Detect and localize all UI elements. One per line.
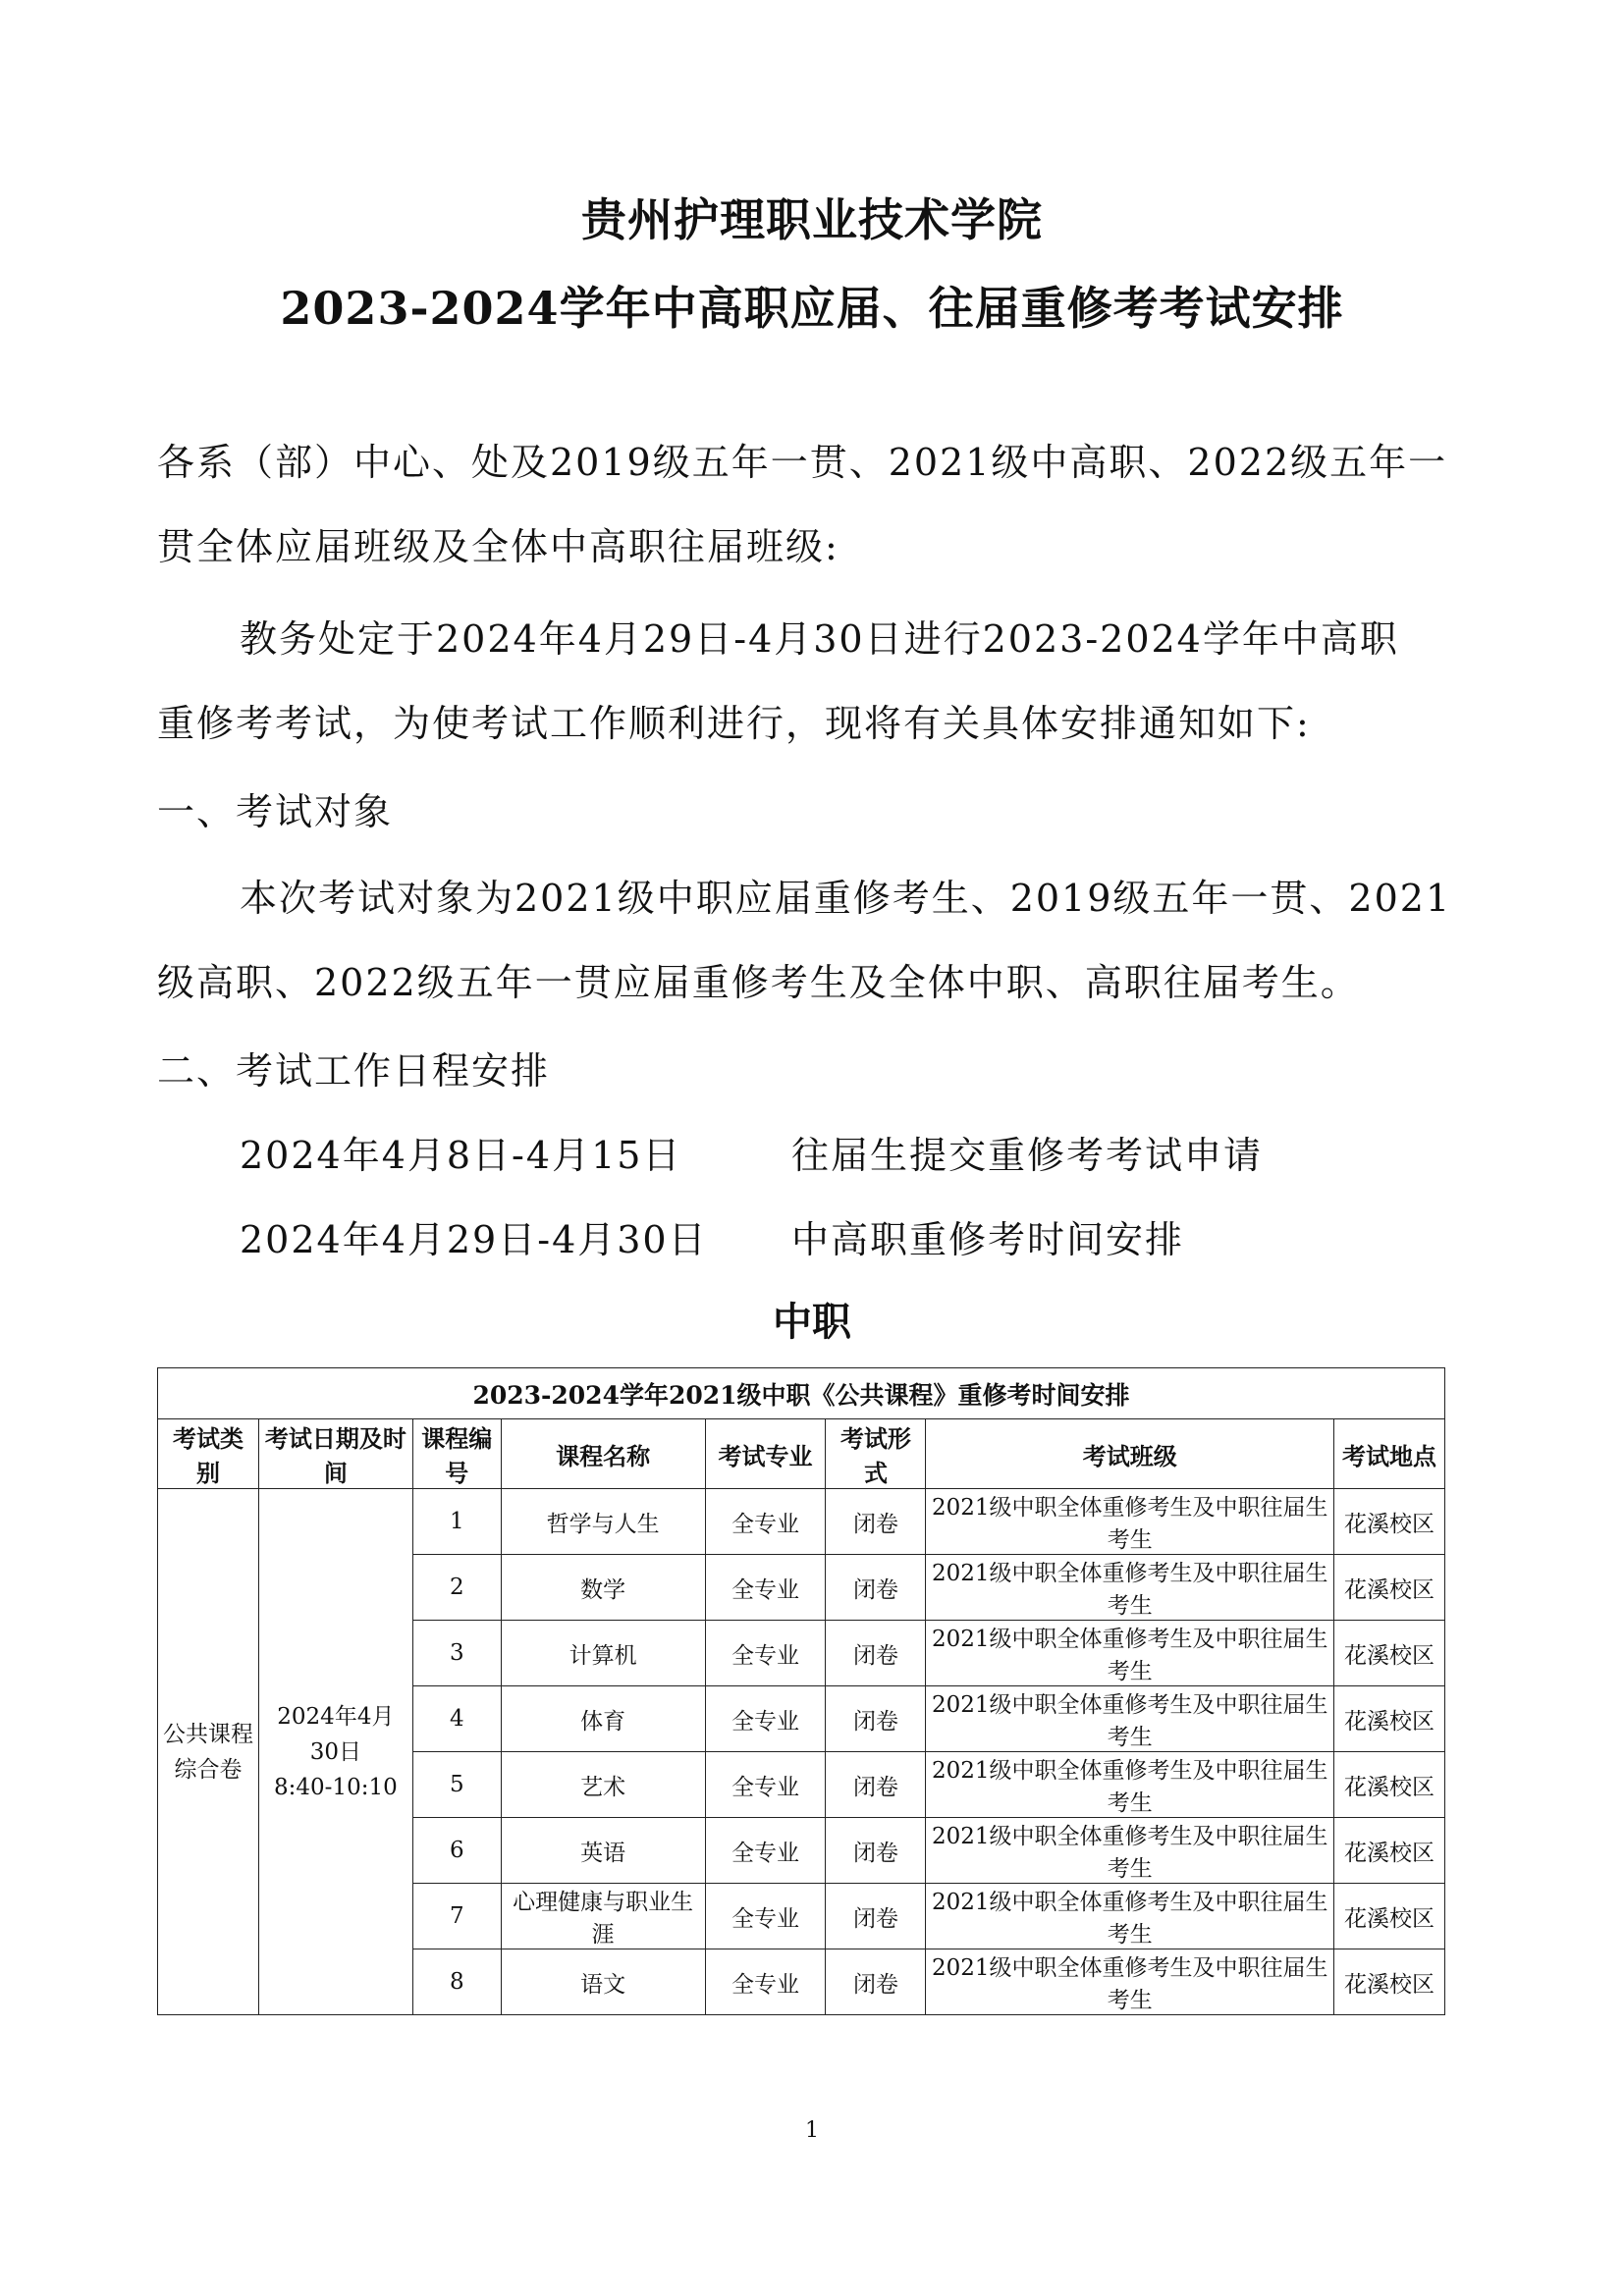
location-cell: 花溪校区 — [1334, 1489, 1445, 1555]
schedule-2-task: 中高职重修考时间安排 — [791, 1218, 1185, 1261]
exam-datetime-cell — [258, 1489, 412, 2015]
location-cell: 花溪校区 — [1334, 1752, 1445, 1818]
column-header-category: 考试类别 — [158, 1419, 259, 1489]
page-number: 1 — [805, 2118, 819, 2143]
exam-schedule-table — [157, 1367, 1445, 2015]
column-header-course-name: 课程名称 — [501, 1419, 705, 1489]
course-no-cell: 7 — [412, 1884, 501, 1949]
course-name-cell: 体育 — [501, 1686, 705, 1752]
exam-category-line2: 综合卷 — [174, 1756, 243, 1783]
section-title-zhongzhi: 中职 — [773, 1299, 851, 1345]
paragraph-3-line2: 级高职、2022级五年一贯应届重修考生及全体中职、高职往届考生。 — [157, 961, 1360, 1004]
major-cell: 全专业 — [705, 1818, 826, 1884]
major-cell: 全专业 — [705, 1489, 826, 1555]
exam-category-line1: 公共课程 — [162, 1721, 253, 1747]
class-cell: 2021级中职全体重修考生及中职往届生考生 — [926, 1621, 1334, 1686]
course-no-cell: 4 — [412, 1686, 501, 1752]
class-cell: 2021级中职全体重修考生及中职往届生考生 — [926, 1489, 1334, 1555]
table-caption: 2023-2024学年2021级中职《公共课程》重修考时间安排 — [158, 1368, 1445, 1419]
form-cell: 闭卷 — [826, 1949, 926, 2015]
section-heading-1: 一、考试对象 — [157, 790, 394, 833]
form-cell: 闭卷 — [826, 1489, 926, 1555]
class-cell: 2021级中职全体重修考生及中职往届生考生 — [926, 1884, 1334, 1949]
document-title-line1: 贵州护理职业技术学院 — [581, 193, 1043, 246]
course-no-cell: 5 — [412, 1752, 501, 1818]
section-heading-2: 二、考试工作日程安排 — [157, 1049, 551, 1093]
form-cell: 闭卷 — [826, 1621, 926, 1686]
location-cell: 花溪校区 — [1334, 1555, 1445, 1621]
course-name-cell: 艺术 — [501, 1752, 705, 1818]
column-header-form: 考试形式 — [826, 1419, 926, 1489]
exam-date: 2024年4月30日 — [277, 1703, 395, 1765]
course-no-cell: 6 — [412, 1818, 501, 1884]
class-cell: 2021级中职全体重修考生及中职往届生考生 — [926, 1818, 1334, 1884]
major-cell: 全专业 — [705, 1686, 826, 1752]
course-no-cell: 1 — [412, 1489, 501, 1555]
paragraph-2-line1: 教务处定于2024年4月29日-4月30日进行2023-2024学年中高职 — [240, 617, 1399, 661]
paragraph-1-line2: 贯全体应届班级及全体中高职往届班级: — [157, 525, 839, 568]
column-header-location: 考试地点 — [1334, 1419, 1445, 1489]
exam-category-cell — [158, 1489, 259, 2015]
class-cell: 2021级中职全体重修考生及中职往届生考生 — [926, 1752, 1334, 1818]
form-cell: 闭卷 — [826, 1818, 926, 1884]
schedule-2-date: 2024年4月29日-4月30日 — [240, 1218, 708, 1261]
course-name-cell: 数学 — [501, 1555, 705, 1621]
paragraph-2-line2: 重修考考试，为使考试工作顺利进行，现将有关具体安排通知如下: — [157, 702, 1311, 745]
location-cell: 花溪校区 — [1334, 1884, 1445, 1949]
course-name-cell: 心理健康与职业生涯 — [501, 1884, 705, 1949]
course-no-cell: 2 — [412, 1555, 501, 1621]
course-name-cell: 哲学与人生 — [501, 1489, 705, 1555]
major-cell: 全专业 — [705, 1752, 826, 1818]
table-row — [158, 1489, 1445, 1555]
major-cell: 全专业 — [705, 1949, 826, 2015]
location-cell: 花溪校区 — [1334, 1686, 1445, 1752]
column-header-course-no: 课程编号 — [412, 1419, 501, 1489]
location-cell: 花溪校区 — [1334, 1949, 1445, 2015]
location-cell: 花溪校区 — [1334, 1621, 1445, 1686]
class-cell: 2021级中职全体重修考生及中职往届生考生 — [926, 1686, 1334, 1752]
major-cell: 全专业 — [705, 1621, 826, 1686]
paragraph-3-line1: 本次考试对象为2021级中职应届重修考生、2019级五年一贯、2021 — [240, 877, 1452, 920]
course-no-cell: 8 — [412, 1949, 501, 2015]
column-header-major: 考试专业 — [705, 1419, 826, 1489]
form-cell: 闭卷 — [826, 1752, 926, 1818]
document-title-line2: 2023-2024学年中高职应届、往届重修考考试安排 — [280, 282, 1344, 335]
column-header-datetime: 考试日期及时间 — [258, 1419, 412, 1489]
location-cell: 花溪校区 — [1334, 1818, 1445, 1884]
schedule-1-task: 往届生提交重修考考试申请 — [791, 1134, 1264, 1177]
course-name-cell: 英语 — [501, 1818, 705, 1884]
form-cell: 闭卷 — [826, 1555, 926, 1621]
course-name-cell: 计算机 — [501, 1621, 705, 1686]
exam-time: 8:40-10:10 — [274, 1774, 398, 1800]
form-cell: 闭卷 — [826, 1686, 926, 1752]
course-name-cell: 语文 — [501, 1949, 705, 2015]
class-cell: 2021级中职全体重修考生及中职往届生考生 — [926, 1949, 1334, 2015]
column-header-class: 考试班级 — [926, 1419, 1334, 1489]
major-cell: 全专业 — [705, 1555, 826, 1621]
paragraph-1-line1: 各系（部）中心、处及2019级五年一贯、2021级中高职、2022级五年一 — [157, 441, 1448, 484]
course-no-cell: 3 — [412, 1621, 501, 1686]
class-cell: 2021级中职全体重修考生及中职往届生考生 — [926, 1555, 1334, 1621]
major-cell: 全专业 — [705, 1884, 826, 1949]
form-cell: 闭卷 — [826, 1884, 926, 1949]
schedule-1-date: 2024年4月8日-4月15日 — [240, 1134, 682, 1177]
